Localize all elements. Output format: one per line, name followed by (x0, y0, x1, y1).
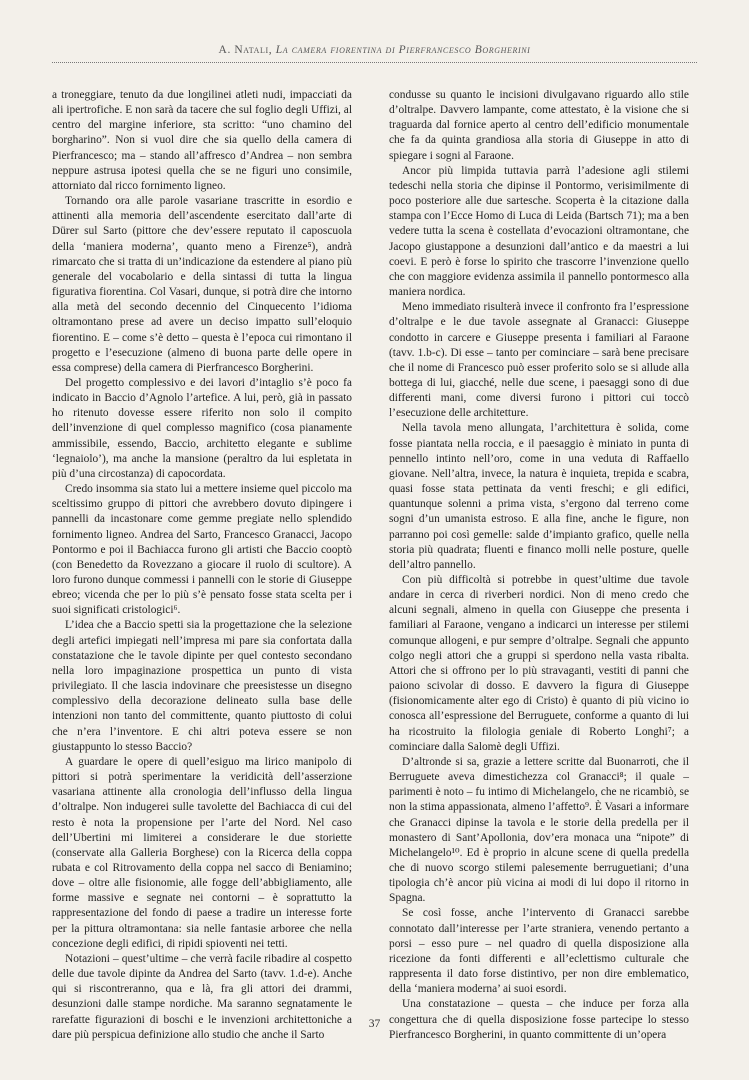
paragraph: Del progetto complessivo e dei lavori d’intaglio s’è poco fa indicato in Baccio d’Agnolo l’artefice. A lui, però, già in passato ho ritenuto dovesse essere riferito non solo il compito dell’invenzione di quel complesso magnifico (cosa pianamente ammissibile, essendo, Baccio, architetto elegante e sublime ‘legnaiolo’), ma anche la mansione (peraltro da lui espletata in più d’una circostanza) di capocordata. (52, 376, 352, 480)
paragraph: Tornando ora alle parole vasariane trascritte in esordio e attinenti alla memoria dell’ascendente esercitato dall’arte di Dürer sul Sarto (pittore che dev’essere reputato il caposcuola della ‘maniera moderna’, quanto meno a Firenze⁵), andrà rimarcato che si tratta di un’indicazione da estendere al piano più generale del vocabolario e della sintassi di tutta la lingua figurativa fiorentina. Col Vasari, dunque, si potrà dire che intorno alla metà del secondo decennio del Cinquecento l’idioma oltramontano prese ad avere un deciso impatto sull’eloquio fiorentino. E – come s’è detto – questa è l’epoca cui rimontano il progetto e l’esecuzione (almeno di buona parte delle opere in essa comprese) della camera di Pierfrancesco Borgherini. (52, 195, 352, 374)
paragraph: Con più difficoltà si potrebbe in quest’ultime due tavole andare in cerca di riverberi nordici. Non di meno credo che alcuni segnali, almeno in quella con Giuseppe che presenta i familiari al Faraone, vengano a indicarci un interesse per stilemi comunque allogeni, e pur sempre d’oltralpe. Segnali che appunto colgo negli attori che a gruppi si sperdono nella vasta ribalta. Attori che si offrono per lo più stravaganti, vestiti di panni che paiono scivolar di dosso. E davvero la figura di Giuseppe (fisionomicamente alter ego di Cristo) è quanto di più vicino io conosca all’espressione del Berruguete, conforme a quanto di lui ha ricostruito la filologia geniale di Roberto Longhi⁷; a cominciare dalla Salomè degli Uffizi. (389, 574, 689, 753)
paragraph: L’idea che a Baccio spetti sia la progettazione che la selezione degli artefici impiegati nell’impresa mi pare sia confortata dalla constatazione che le tavole dipinte per quel contesto secondano nella loro impaginazione prospettica un punto di vista privilegiato. Il che lascia indovinare che preesistesse un disegno complessivo della decorazione delineato sulla base delle intenzioni non tanto del committente, quanto piuttosto di colui che n’era l’inventore. E chi altri poteva essere se non giustappunto lo stesso Baccio? (52, 619, 352, 753)
paragraph: Credo insomma sia stato lui a mettere insieme quel piccolo ma sceltissimo gruppo di pittori che avrebbero dovuto dipingere i pannelli da incastonare come gemme pregiate nello splendido fornimento ligneo. Andrea del Sarto, Francesco Granacci, Jacopo Pontormo e poi il Bachiacca furono gli artisti che Baccio cooptò (con Benedetto da Rovezzano a giocare il ruolo di scultore). A loro furono dunque commessi i pannelli con le storie di Giuseppe ebreo; vicenda che per lo più s’è pensato fosse stata scelta per i suoi significati cristologici⁶. (52, 483, 352, 617)
page-number: 37 (368, 1018, 381, 1030)
paragraph: A guardare le opere di quell’esiguo ma lirico manipolo di pittori si potrà sperimentare la veridicità dell’asserzione vasariana attinente alla cronologia dell’influsso della lingua d’oltralpe. Non indugerei sulle tavolette del Bachiacca di cui del resto è nota la propensione per l’arte del Nord. Nel caso dell’Ubertini mi limiterei a considerare le due storiette (conservate alla Galleria Borghese) con la Ricerca della coppa rubata e col Ritrovamento della coppa nel sacco di Beniamino; dove – oltre alle fisionomie, alle fogge dell’abbigliamento, alle forme massive e segnate nei contorni – è soprattutto la rappresentazione del fondo di paese a tradire un interesse forte per la pittura oltramontana: sia nelle fantasie arboree che nella concezione degli edifici, di ripidi spioventi nei tetti. (52, 755, 352, 950)
right-column (389, 88, 689, 1043)
running-head-title: La camera fiorentina di Pierfrancesco Borgherini (275, 44, 531, 56)
header-dotted-rule (52, 62, 697, 63)
paragraph: Ancor più limpida tuttavia parrà l’adesione agli stilemi tedeschi nella storia che dipinse il Pontormo, verisimilmente di poco posteriore alle due sartesche. Scoperta è la citazione dalla stampa con l’Ecce Homo di Luca di Leida (Bartsch 71); ma a ben vedere tutta la scena è costellata d’evocazioni oltramontane, che Jacopo giustappone a desunzioni dall’antico e da maestri a lui coevi. E però è forse lo spirito che trascorre l’invenzione quello che con maggiore evidenza assimila il pannello pontormesco alla maniera nordica. (389, 164, 689, 299)
paragraph: D’altronde si sa, grazie a lettere scritte dal Buonarroti, che il Berruguete aveva dimestichezza col Granacci⁸; il quale – parimenti è noto – fu intimo di Michelangelo, che ne ricambiò, se non la stima appassionata, almeno l’affetto⁹. È Vasari a informare che Granacci dipinse la tavola e le storie della predella per il monastero di Sant’Apollonia, dov’era monaca una “nipote” di Michelangelo¹⁰. Ed è proprio in alcune scene di quella predella che di nuovo scorgo stilemi palesemente berruguetiani; d’una tipologia ch’è ancor più vicina ai modi di lui dopo il ritorno in Spagna. (389, 755, 689, 905)
left-column (52, 88, 352, 1043)
paragraph: Se così fosse, anche l’intervento di Granacci sarebbe connotato dall’interesse per l’arte straniera, venendo pertanto a porsi – esso pure – nel quadro di quella disposizione alla ricezione da fonti differenti e all’eclettismo culturale che rappresenta il dato forse distintivo, per non dire emblematico, della ‘maniera moderna’ ai suoi esordi. (389, 907, 689, 996)
running-head (0, 44, 749, 56)
paragraph: Meno immediato risulterà invece il confronto fra l’espressione d’oltralpe e le due tavole assegnate al Granacci: Giuseppe condotto in carcere e Giuseppe presenta i familiari al Faraone (tavv. 1.b-c). Di esse – tanto per cominciare – sarà bene precisare che il nome di Francesco può esser proferito solo se si allude alla bottega di lui, giacché, nelle due scene, i paesaggi sono di due differenti mani, come diversi furono i pittori cui toccò l’esecuzione delle architetture. (389, 301, 689, 420)
paragraph: Nella tavola meno allungata, l’architettura è solida, come fosse piantata nella roccia, e il paesaggio è miniato in punta di pennello intinto nell’oro, come in una veduta di Raffaello giovane. Nell’altra, invece, la natura è inquieta, trepida e scabra, quasi fosse stata pettinata da venti freschi; e gli edifici, quantunque solenni a prima vista, s’ergono dal terreno come sogni d’un umanista estroso. E alla fine, anche le figure, non parranno poi così gemelle: salde d’impianto grafico, quelle nella storia più quadrata; fluenti e financo molli nelle posture, quelle dell’altro pannello. (389, 422, 689, 571)
paragraph: Una constatazione – questa – che induce per forza alla congettura che di quella disposizione fosse partecipe lo stesso Pierfrancesco Borgherini, in quanto committente di un’opera (389, 998, 689, 1041)
paragraph: a troneggiare, tenuto da due longilinei atleti nudi, impacciati da ali ipertrofiche. E non sarà da tacere che sul foglio degli Uffizi, al centro del margine inferiore, sta scritto: “uno chamino del borgharino”. Non si vuol dire che sia quello della camera di Pierfrancesco; ma – stando all’affresco d’Andrea – non sembra neppure astrusa ipotesi quella che se ne figuri uno consimile, attorniato dal ricco fornimento ligneo. (52, 89, 352, 192)
running-head-author: A. Natali, (218, 44, 273, 56)
paragraph: Notazioni – quest’ultime – che verrà facile ribadire al cospetto delle due tavole dipinte da Andrea del Sarto (tavv. 1.d-e). Anche qui si riscontreranno, qua e là, fra gli attori dei drammi, desunzioni dalle stampe nordiche. Ma saranno segnatamente le rarefatte figurazioni di boschi e le invenzioni architettoniche a dare più perspicua definizione allo studio che anche il Sarto (52, 952, 352, 1041)
paragraph: condusse su quanto le incisioni divulgavano riguardo allo stile d’oltralpe. Davvero lampante, come attestato, è la visione che si traguarda dal fornice aperto al centro dell’edificio monumentale che fa da quinta grandiosa alla storia di Giuseppe in atto di spiegare i sogni al Faraone. (389, 89, 689, 162)
